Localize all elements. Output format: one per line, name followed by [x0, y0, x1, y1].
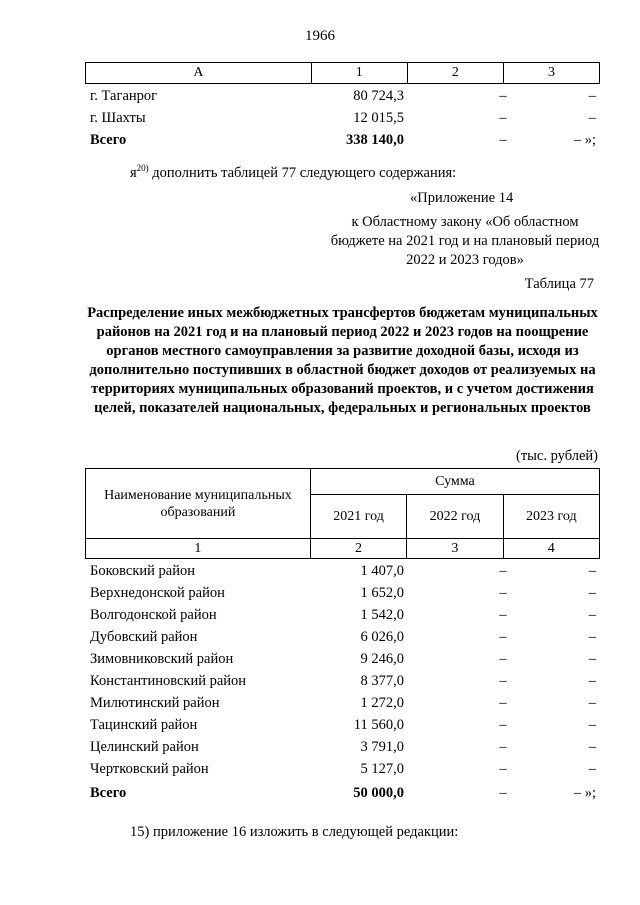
table-row: Милютинский район 1 272,0 – –	[90, 695, 596, 711]
row-value-2: –	[499, 88, 507, 104]
top-col-1: 1	[311, 63, 407, 84]
row-value-2: –	[499, 132, 507, 148]
header-name-cell: Наименование муниципальных образований	[86, 469, 311, 539]
table-row: Дубовский район 6 026,0 – –	[90, 629, 596, 645]
footer-paragraph: 15) приложение 16 изложить в следующей редакции:	[130, 824, 459, 840]
row-value-1: 338 140,0	[346, 132, 404, 148]
unit-label: (тыс. рублей)	[516, 448, 598, 464]
top-table-row	[90, 110, 600, 132]
row-value-3: –	[588, 110, 596, 126]
table-row: Боковский район 1 407,0 – –	[90, 563, 596, 579]
header-year-2021: 2021 год	[310, 495, 406, 539]
table-row: Верхнедонской район 1 652,0 – –	[90, 585, 596, 601]
appendix-title: «Приложение 14	[410, 190, 514, 206]
table-row: Чертковский район 5 127,0 – –	[90, 761, 596, 777]
row-value-3: – »;	[573, 132, 596, 148]
top-table-total-row	[90, 132, 600, 154]
col-number-1: 1	[86, 539, 311, 559]
appendix-reference: к Областному закону «Об областном бюджете на 2021 год и на плановый период 2022 и 2023 годов»	[330, 214, 600, 268]
header-sum-cell: Сумма	[310, 469, 599, 495]
table-total-row: Всего 50 000,0 – – »;	[90, 785, 596, 801]
main-table-header	[85, 468, 600, 559]
top-col-3: 3	[503, 63, 599, 84]
row-name: Всего	[90, 132, 127, 148]
table-title: Распределение иных межбюджетных трансфертов бюджетам муниципальных районов на 2021 год и на плановый период 2022 и 2023 годов на поощрение органов местного самоуправления за развитие доходной базы, исходя из дополнительно поступивших в областной бюджет доходов от реализуемых на территориях муниципальных образований проектов, и с учетом достижения целей, показателей национальных, федеральных и региональных проектов	[87, 305, 598, 416]
top-col-2: 2	[407, 63, 503, 84]
col-number-2: 2	[310, 539, 406, 559]
header-year-2022: 2022 год	[407, 495, 503, 539]
top-table-row	[90, 88, 600, 110]
row-value-1: 80 724,3	[353, 88, 404, 104]
row-name: г. Таганрог	[90, 88, 158, 104]
row-value-3: –	[588, 88, 596, 104]
col-number-3: 3	[407, 539, 503, 559]
col-number-4: 4	[503, 539, 599, 559]
table-number: Таблица 77	[524, 276, 594, 292]
table-row: Целинский район 3 791,0 – –	[90, 739, 596, 755]
row-name: г. Шахты	[90, 110, 146, 126]
header-year-2023: 2023 год	[503, 495, 599, 539]
table-row: Волгодонской район 1 542,0 – –	[90, 607, 596, 623]
row-value-1: 12 015,5	[353, 110, 404, 126]
amendment-paragraph: $я^{20)}$ дополнить таблицей 77 следующего содержания:	[130, 163, 457, 181]
page-number: 1966	[305, 28, 335, 44]
table-row: Тацинский район 11 560,0 – –	[90, 717, 596, 733]
top-col-a: А	[86, 63, 312, 84]
row-value-2: –	[499, 110, 507, 126]
table-row: Константиновский район 8 377,0 – –	[90, 673, 596, 689]
top-table-header	[85, 62, 600, 84]
table-row: Зимовниковский район 9 246,0 – –	[90, 651, 596, 667]
